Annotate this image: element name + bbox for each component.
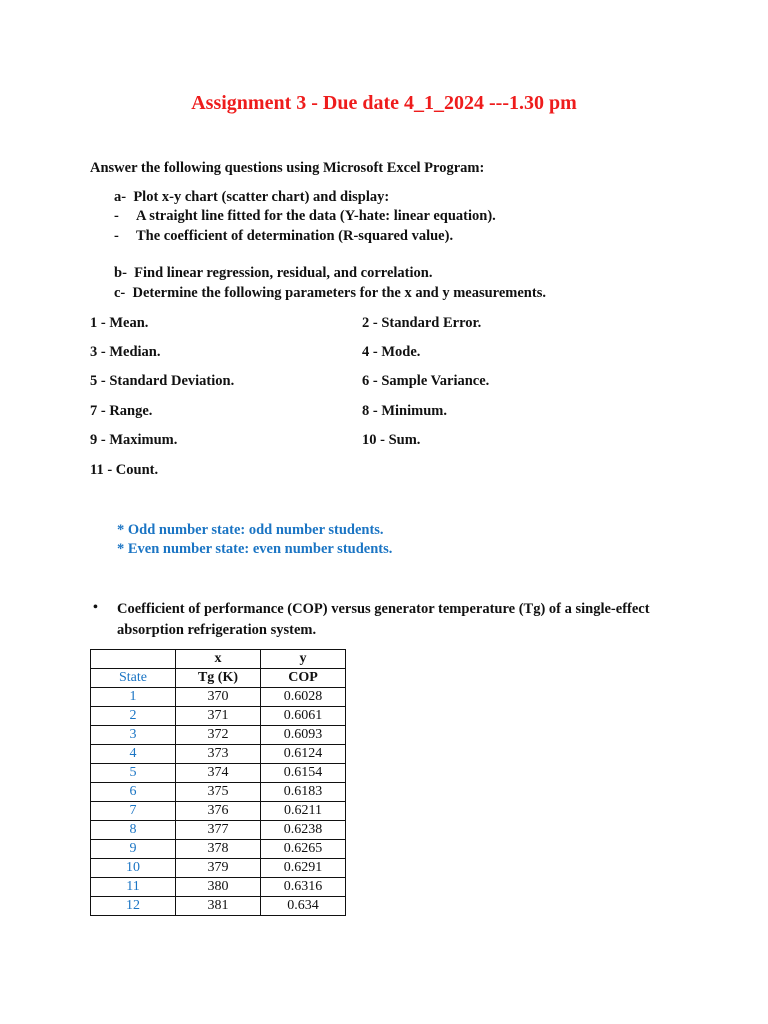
table-row (91, 897, 346, 916)
cop-cell: 0.6238 (261, 821, 346, 840)
table-row (91, 840, 346, 859)
table-row (91, 726, 346, 745)
state-cell: 8 (91, 821, 176, 840)
header-cop: COP (261, 669, 346, 688)
cop-cell: 0.6061 (261, 707, 346, 726)
header-top-state (91, 650, 176, 669)
table-row (91, 745, 346, 764)
header-tg: Tg (K) (176, 669, 261, 688)
item-a2-marker: - (114, 228, 119, 244)
table-row (91, 878, 346, 897)
intro-text: Answer the following questions using Microsoft Excel Program: (90, 160, 485, 176)
tg-cell: 380 (176, 878, 261, 897)
bullet-line-1: Coefficient of performance (COP) versus generator temperature (Tg) of a single-effect (117, 601, 650, 617)
param-9: 9 - Maximum. (90, 432, 178, 448)
param-4: 4 - Mode. (362, 344, 421, 360)
cop-cell: 0.6265 (261, 840, 346, 859)
table-row (91, 688, 346, 707)
table-header-row (91, 669, 346, 688)
cop-cell: 0.6028 (261, 688, 346, 707)
cop-cell: 0.6183 (261, 783, 346, 802)
param-5: 5 - Standard Deviation. (90, 373, 235, 389)
cop-cell: 0.6124 (261, 745, 346, 764)
state-cell: 9 (91, 840, 176, 859)
tg-cell: 372 (176, 726, 261, 745)
tg-cell: 375 (176, 783, 261, 802)
state-cell: 3 (91, 726, 176, 745)
item-a2: The coefficient of determination (R-squared value). (136, 228, 454, 244)
bullet-line-2: absorption refrigeration system. (117, 622, 317, 638)
header-state: State (91, 669, 176, 688)
param-7: 7 - Range. (90, 403, 153, 419)
param-6: 6 - Sample Variance. (362, 373, 490, 389)
cop-cell: 0.6291 (261, 859, 346, 878)
tg-cell: 381 (176, 897, 261, 916)
tg-cell: 370 (176, 688, 261, 707)
param-10: 10 - Sum. (362, 432, 421, 448)
cop-cell: 0.6154 (261, 764, 346, 783)
state-cell: 7 (91, 802, 176, 821)
item-a1: A straight line fitted for the data (Y-hate: linear equation). (136, 208, 496, 224)
item-a: a- Plot x-y chart (scatter chart) and display: (114, 189, 390, 205)
assignment-title: Assignment 3 - Due date 4_1_2024 ---1.30 pm (191, 92, 577, 114)
tg-cell: 377 (176, 821, 261, 840)
tg-cell: 379 (176, 859, 261, 878)
cop-cell: 0.6211 (261, 802, 346, 821)
table-row (91, 783, 346, 802)
param-1: 1 - Mean. (90, 315, 149, 331)
note-even: * Even number state: even number students. (117, 541, 393, 557)
bullet-icon: • (93, 600, 98, 615)
table-row (91, 707, 346, 726)
table-row (91, 802, 346, 821)
note-odd: * Odd number state: odd number students. (117, 522, 384, 538)
tg-cell: 378 (176, 840, 261, 859)
state-cell: 11 (91, 878, 176, 897)
param-11: 11 - Count. (90, 462, 159, 478)
header-top-x: x (176, 650, 261, 669)
cop-cell: 0.634 (261, 897, 346, 916)
tg-cell: 371 (176, 707, 261, 726)
param-2: 2 - Standard Error. (362, 315, 482, 331)
cop-cell: 0.6093 (261, 726, 346, 745)
param-8: 8 - Minimum. (362, 403, 447, 419)
tg-cell: 373 (176, 745, 261, 764)
state-cell: 2 (91, 707, 176, 726)
header-top-y: y (261, 650, 346, 669)
table-row (91, 821, 346, 840)
state-cell: 5 (91, 764, 176, 783)
table-row (91, 764, 346, 783)
param-3: 3 - Median. (90, 344, 161, 360)
state-cell: 10 (91, 859, 176, 878)
data-table (90, 649, 346, 916)
cop-cell: 0.6316 (261, 878, 346, 897)
item-c: c- Determine the following parameters for the x and y measurements. (114, 285, 546, 301)
tg-cell: 374 (176, 764, 261, 783)
table-row (91, 859, 346, 878)
state-cell: 12 (91, 897, 176, 916)
state-cell: 4 (91, 745, 176, 764)
item-a1-marker: - (114, 208, 119, 224)
table-header-top-row (91, 650, 346, 669)
state-cell: 6 (91, 783, 176, 802)
item-b: b- Find linear regression, residual, and correlation. (114, 265, 433, 281)
state-cell: 1 (91, 688, 176, 707)
tg-cell: 376 (176, 802, 261, 821)
